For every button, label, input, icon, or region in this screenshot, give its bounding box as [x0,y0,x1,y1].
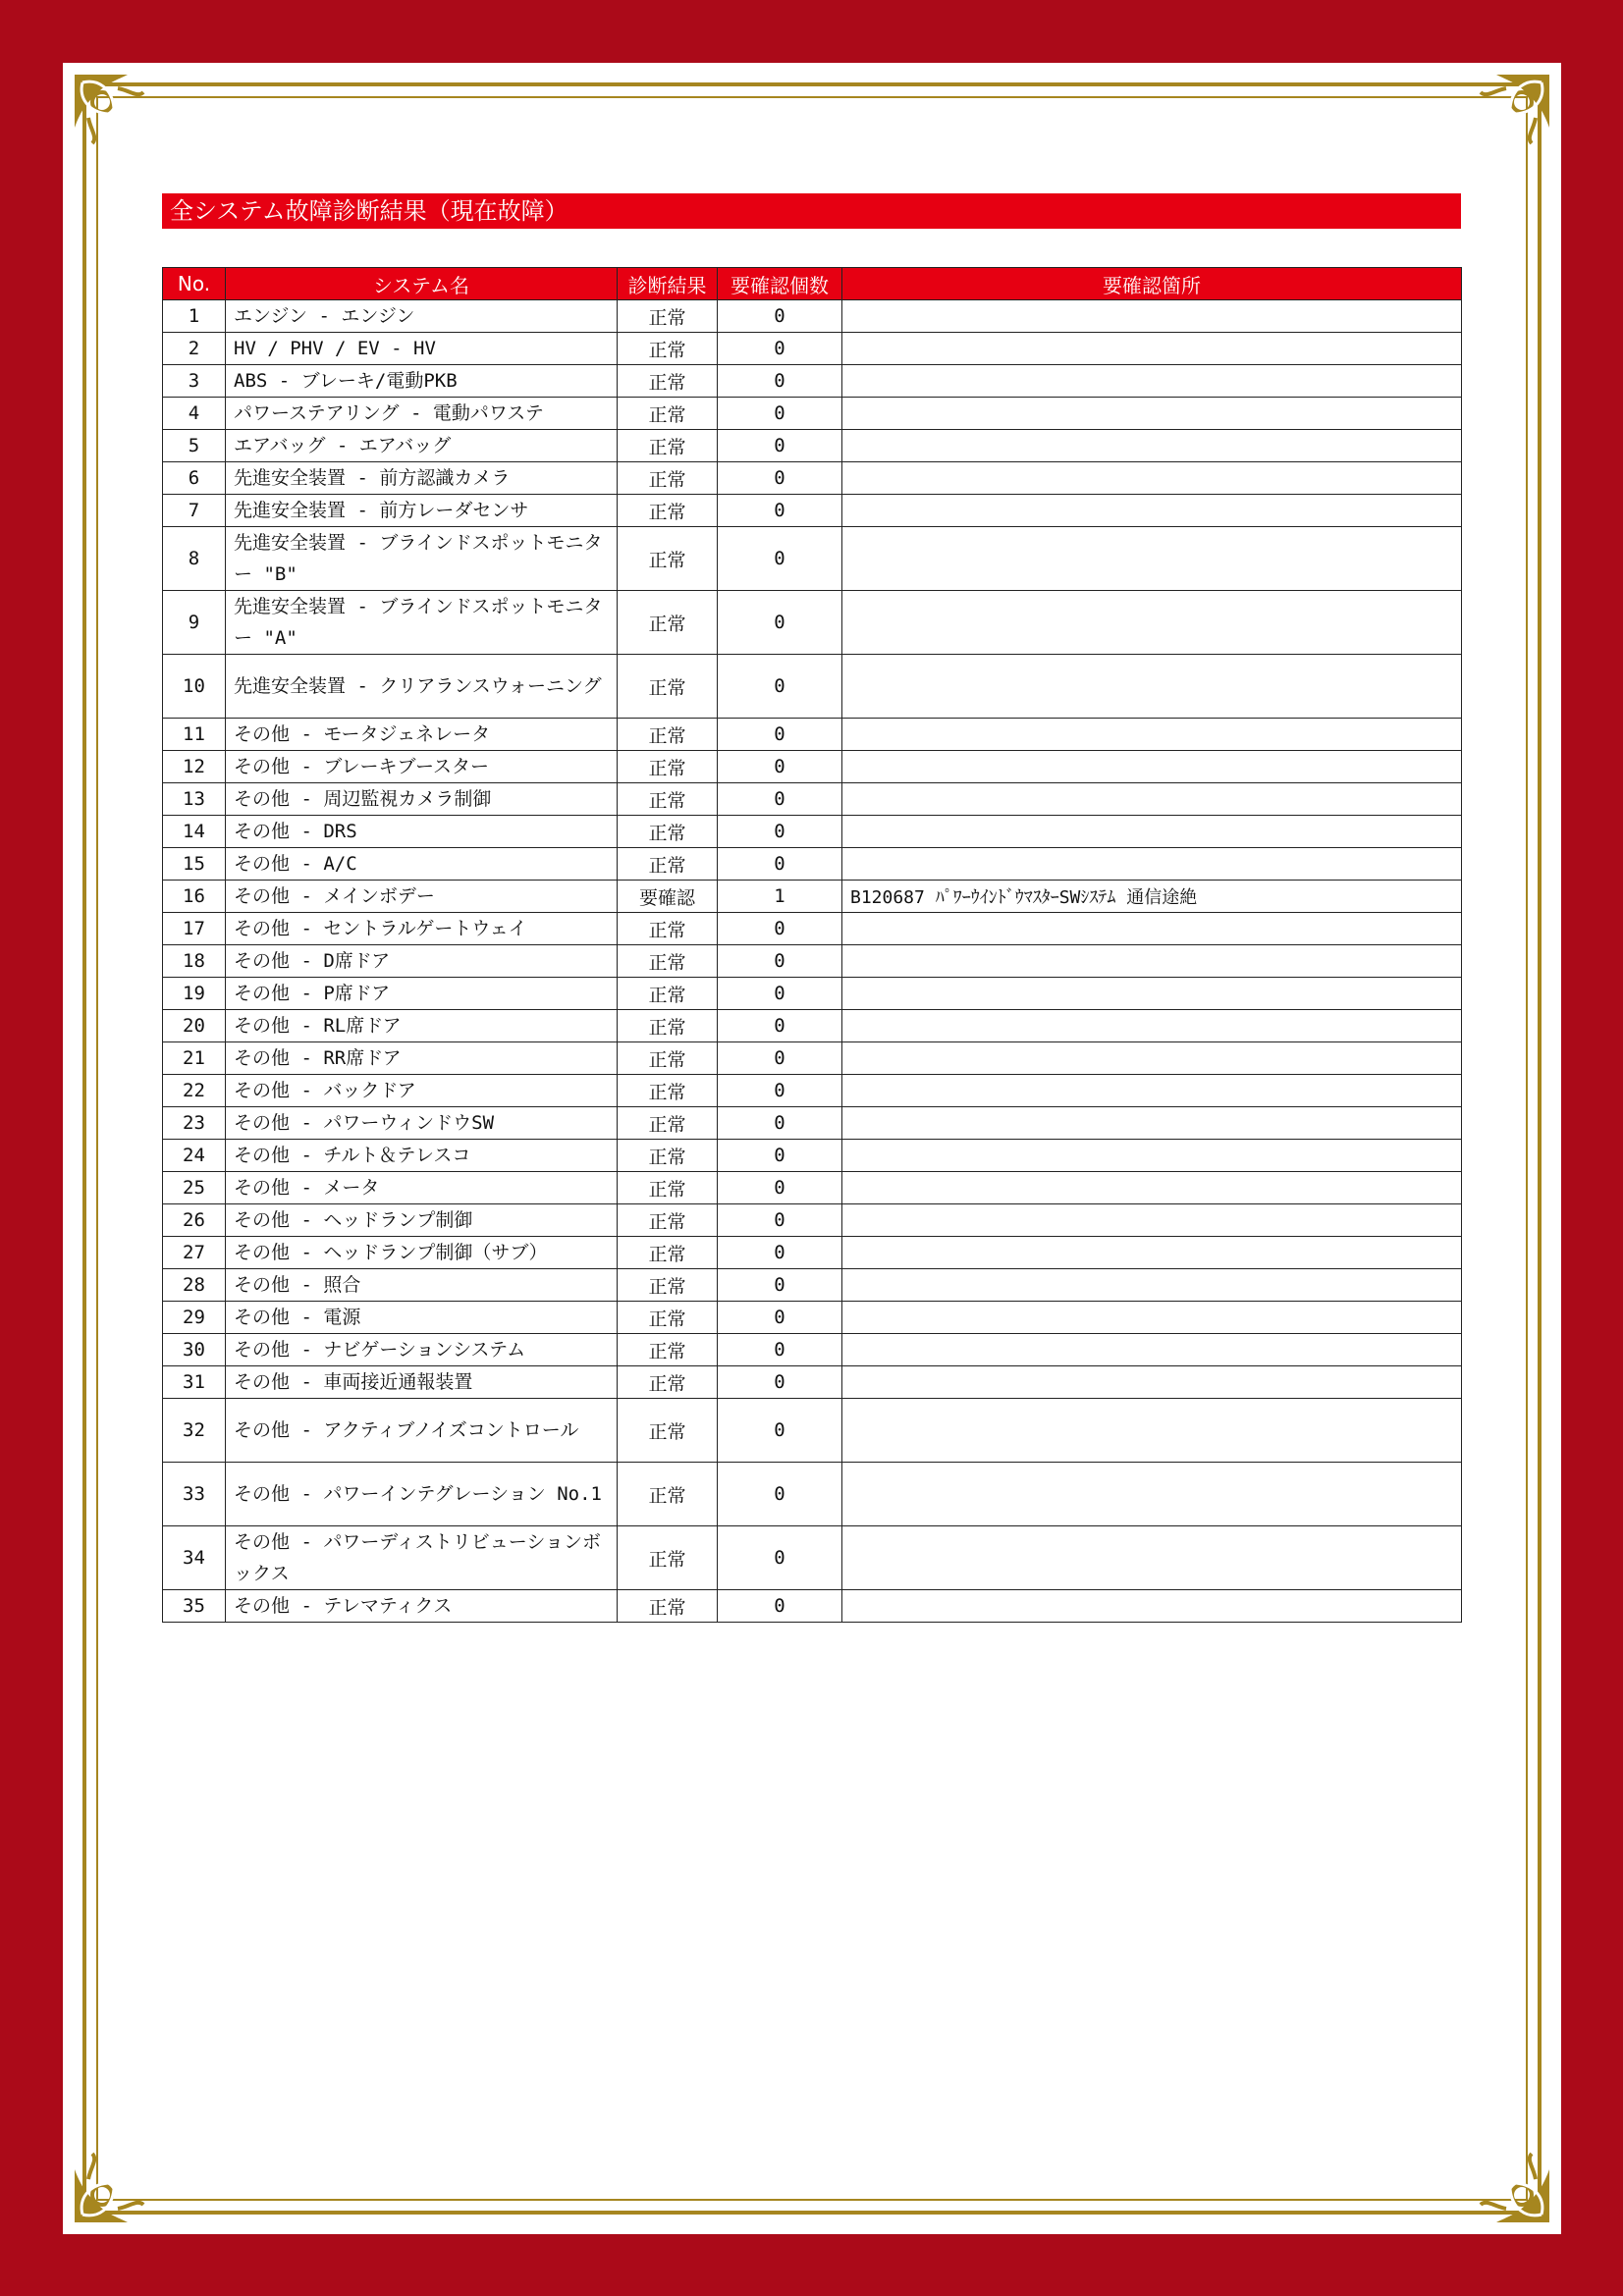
ornament-corner-icon [69,69,163,163]
row-system-name: その他 - ヘッドランプ制御（サブ） [226,1237,618,1269]
row-count: 0 [718,751,842,783]
row-result: 正常 [618,1366,718,1399]
row-number: 19 [163,978,226,1010]
row-number: 29 [163,1302,226,1334]
row-number: 27 [163,1237,226,1269]
table-row [163,1140,1462,1172]
table-row [163,1237,1462,1269]
row-location [842,300,1462,333]
row-number: 31 [163,1366,226,1399]
row-number: 9 [163,591,226,655]
row-count: 0 [718,1590,842,1623]
row-location [842,1526,1462,1590]
row-count: 0 [718,1107,842,1140]
row-system-name: その他 - アクティブノイズコントロール [226,1399,618,1463]
row-system-name: 先進安全装置 - 前方レーダセンサ [226,495,618,527]
row-location [842,1042,1462,1075]
row-location [842,1590,1462,1623]
row-result: 正常 [618,591,718,655]
table-row [163,751,1462,783]
row-location [842,1399,1462,1463]
row-location [842,527,1462,591]
row-count: 0 [718,816,842,848]
row-location [842,1366,1462,1399]
row-count: 0 [718,1526,842,1590]
report-title: 全システム故障診断結果（現在故障） [162,193,1461,229]
report-page [63,63,1561,2234]
row-result: 正常 [618,1334,718,1366]
row-number: 17 [163,913,226,945]
row-number: 25 [163,1172,226,1204]
row-location [842,1107,1462,1140]
row-count: 0 [718,1334,842,1366]
row-count: 0 [718,978,842,1010]
table-row [163,1590,1462,1623]
row-location [842,1334,1462,1366]
row-result: 正常 [618,1590,718,1623]
row-number: 21 [163,1042,226,1075]
table-row [163,913,1462,945]
row-location [842,1463,1462,1526]
row-number: 23 [163,1107,226,1140]
row-result: 正常 [618,398,718,430]
row-number: 15 [163,848,226,881]
row-location [842,1172,1462,1204]
row-count: 0 [718,1010,842,1042]
row-system-name: その他 - RL席ドア [226,1010,618,1042]
row-location [842,848,1462,881]
row-system-name: その他 - A/C [226,848,618,881]
table-row [163,300,1462,333]
row-result: 正常 [618,365,718,398]
table-row [163,1269,1462,1302]
row-number: 3 [163,365,226,398]
header-location: 要確認箇所 [842,268,1462,300]
row-number: 16 [163,881,226,913]
row-location [842,816,1462,848]
table-row [163,655,1462,719]
row-location [842,751,1462,783]
row-result: 正常 [618,1526,718,1590]
table-row [163,1526,1462,1590]
row-result: 正常 [618,1463,718,1526]
row-result: 正常 [618,300,718,333]
table-row [163,1334,1462,1366]
row-number: 13 [163,783,226,816]
row-number: 12 [163,751,226,783]
row-system-name: 先進安全装置 - 前方認識カメラ [226,462,618,495]
row-number: 8 [163,527,226,591]
row-location [842,1075,1462,1107]
row-count: 0 [718,300,842,333]
row-system-name: その他 - 周辺監視カメラ制御 [226,783,618,816]
row-result: 正常 [618,655,718,719]
table-row [163,1172,1462,1204]
row-number: 7 [163,495,226,527]
row-system-name: その他 - P席ドア [226,978,618,1010]
table-row [163,1107,1462,1140]
row-count: 0 [718,1204,842,1237]
row-system-name: その他 - バックドア [226,1075,618,1107]
row-system-name: エアバッグ - エアバッグ [226,430,618,462]
table-row [163,1075,1462,1107]
table-body [163,300,1462,1623]
row-count: 0 [718,848,842,881]
row-location [842,333,1462,365]
row-system-name: その他 - D席ドア [226,945,618,978]
row-system-name: 先進安全装置 - ブラインドスポットモニター "A" [226,591,618,655]
row-result: 正常 [618,527,718,591]
table-row [163,881,1462,913]
row-result: 正常 [618,1399,718,1463]
table-row [163,1302,1462,1334]
row-system-name: 先進安全装置 - ブラインドスポットモニター "B" [226,527,618,591]
row-count: 0 [718,945,842,978]
table-row [163,1042,1462,1075]
row-result: 正常 [618,430,718,462]
row-count: 0 [718,1302,842,1334]
table-row [163,978,1462,1010]
table-row [163,333,1462,365]
row-number: 1 [163,300,226,333]
table-row [163,1204,1462,1237]
row-system-name: その他 - セントラルゲートウェイ [226,913,618,945]
table-row [163,495,1462,527]
row-count: 0 [718,1269,842,1302]
table-row [163,1010,1462,1042]
row-number: 33 [163,1463,226,1526]
table-row [163,1463,1462,1526]
ornament-corner-icon [1461,2134,1555,2228]
row-count: 0 [718,913,842,945]
row-count: 0 [718,591,842,655]
table-row [163,1366,1462,1399]
row-number: 24 [163,1140,226,1172]
row-location [842,1140,1462,1172]
row-result: 正常 [618,978,718,1010]
table-row [163,591,1462,655]
row-system-name: その他 - 電源 [226,1302,618,1334]
row-result: 正常 [618,751,718,783]
row-location [842,462,1462,495]
row-result: 正常 [618,1140,718,1172]
table-row [163,816,1462,848]
row-result: 要確認 [618,881,718,913]
row-system-name: HV / PHV / EV - HV [226,333,618,365]
row-number: 18 [163,945,226,978]
row-number: 11 [163,719,226,751]
table-row [163,462,1462,495]
row-location [842,945,1462,978]
row-count: 0 [718,1075,842,1107]
row-count: 0 [718,1463,842,1526]
row-system-name: 先進安全装置 - クリアランスウォーニング [226,655,618,719]
row-result: 正常 [618,719,718,751]
row-count: 0 [718,655,842,719]
row-location [842,365,1462,398]
ornament-corner-icon [1461,69,1555,163]
row-system-name: その他 - ブレーキブースター [226,751,618,783]
row-number: 2 [163,333,226,365]
row-count: 0 [718,430,842,462]
row-number: 26 [163,1204,226,1237]
row-result: 正常 [618,1075,718,1107]
row-system-name: その他 - パワーインテグレーション No.1 [226,1463,618,1526]
row-location [842,430,1462,462]
row-result: 正常 [618,848,718,881]
ornament-corner-icon [69,2134,163,2228]
row-location [842,719,1462,751]
row-system-name: その他 - 車両接近通報装置 [226,1366,618,1399]
row-result: 正常 [618,333,718,365]
table-row [163,719,1462,751]
row-location [842,591,1462,655]
row-count: 0 [718,1172,842,1204]
row-system-name: その他 - DRS [226,816,618,848]
row-system-name: その他 - メインボデー [226,881,618,913]
table-row [163,398,1462,430]
row-result: 正常 [618,495,718,527]
row-result: 正常 [618,1204,718,1237]
table-row [163,848,1462,881]
row-system-name: その他 - パワーウィンドウSW [226,1107,618,1140]
row-location: B120687 ﾊﾟﾜｰｳｲﾝﾄﾞｳﾏｽﾀｰSWｼｽﾃﾑ 通信途絶 [842,881,1462,913]
row-number: 35 [163,1590,226,1623]
row-count: 0 [718,1399,842,1463]
row-system-name: その他 - 照合 [226,1269,618,1302]
row-count: 0 [718,495,842,527]
row-system-name: エンジン - エンジン [226,300,618,333]
header-count: 要確認個数 [718,268,842,300]
row-count: 0 [718,1237,842,1269]
row-count: 0 [718,462,842,495]
row-count: 0 [718,527,842,591]
row-count: 0 [718,783,842,816]
table-row [163,783,1462,816]
row-number: 14 [163,816,226,848]
header-no: No. [163,268,226,300]
row-number: 34 [163,1526,226,1590]
row-count: 0 [718,365,842,398]
row-count: 0 [718,1042,842,1075]
row-result: 正常 [618,462,718,495]
row-system-name: その他 - ナビゲーションシステム [226,1334,618,1366]
row-location [842,783,1462,816]
row-result: 正常 [618,1010,718,1042]
row-result: 正常 [618,783,718,816]
row-result: 正常 [618,1172,718,1204]
row-number: 6 [163,462,226,495]
row-number: 4 [163,398,226,430]
row-system-name: その他 - パワーディストリビューションボックス [226,1526,618,1590]
row-result: 正常 [618,1107,718,1140]
header-result: 診断結果 [618,268,718,300]
row-count: 0 [718,398,842,430]
row-location [842,1237,1462,1269]
row-location [842,495,1462,527]
row-number: 20 [163,1010,226,1042]
row-number: 30 [163,1334,226,1366]
row-count: 0 [718,719,842,751]
table-row [163,527,1462,591]
row-result: 正常 [618,913,718,945]
row-count: 0 [718,1140,842,1172]
row-system-name: その他 - RR席ドア [226,1042,618,1075]
row-system-name: その他 - ヘッドランプ制御 [226,1204,618,1237]
table-header-row [163,268,1462,300]
row-count: 0 [718,1366,842,1399]
table-row [163,430,1462,462]
row-location [842,398,1462,430]
row-result: 正常 [618,1269,718,1302]
diagnosis-table [162,267,1462,1623]
row-result: 正常 [618,945,718,978]
row-number: 32 [163,1399,226,1463]
row-system-name: その他 - テレマティクス [226,1590,618,1623]
row-location [842,1302,1462,1334]
row-number: 10 [163,655,226,719]
row-result: 正常 [618,1302,718,1334]
row-count: 1 [718,881,842,913]
row-result: 正常 [618,816,718,848]
row-system-name: ABS - ブレーキ/電動PKB [226,365,618,398]
row-location [842,1269,1462,1302]
row-system-name: その他 - チルト＆テレスコ [226,1140,618,1172]
row-location [842,978,1462,1010]
row-system-name: パワーステアリング - 電動パワステ [226,398,618,430]
table-row [163,945,1462,978]
row-location [842,913,1462,945]
row-number: 28 [163,1269,226,1302]
row-system-name: その他 - モータジェネレータ [226,719,618,751]
row-location [842,1204,1462,1237]
row-number: 5 [163,430,226,462]
table-row [163,1399,1462,1463]
row-result: 正常 [618,1237,718,1269]
row-result: 正常 [618,1042,718,1075]
row-number: 22 [163,1075,226,1107]
row-location [842,655,1462,719]
row-count: 0 [718,333,842,365]
row-location [842,1010,1462,1042]
header-system-name: システム名 [226,268,618,300]
table-row [163,365,1462,398]
row-system-name: その他 - メータ [226,1172,618,1204]
